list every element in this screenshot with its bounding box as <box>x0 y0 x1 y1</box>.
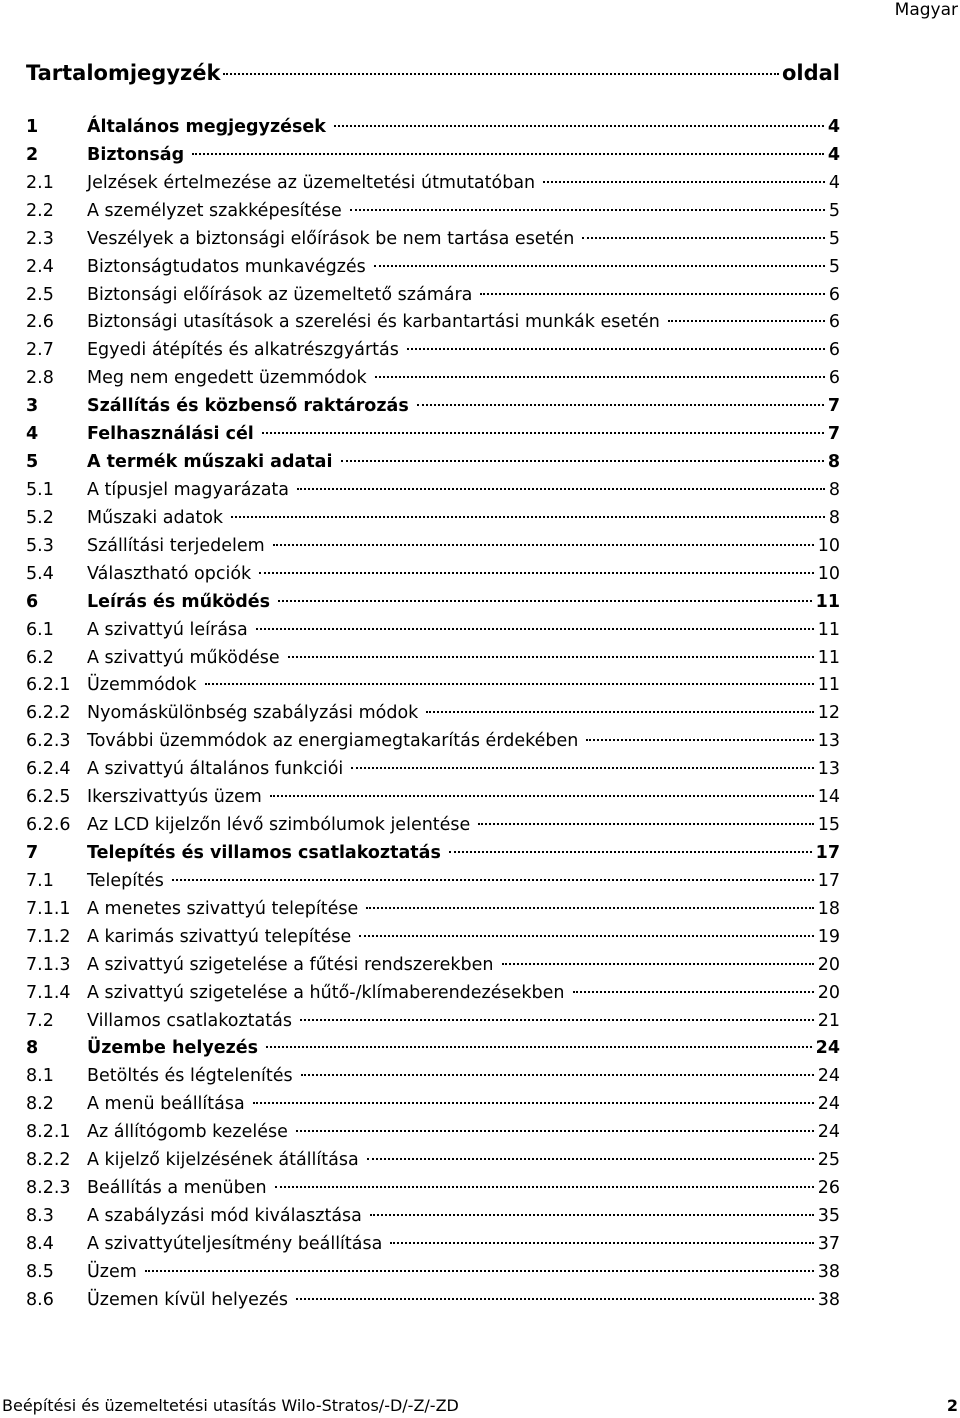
toc-entry-number: 8.2 <box>26 1094 54 1115</box>
dot-leader <box>351 767 813 769</box>
toc-entry-page: 38 <box>817 1261 840 1282</box>
toc-entry-page: 24 <box>817 1122 840 1143</box>
dot-leader <box>407 348 825 350</box>
toc-entry-title: A szabályzási mód kiválasztása <box>87 1205 362 1226</box>
toc-entry-title: Nyomáskülönbség szabályzási módok <box>87 703 419 724</box>
toc-entry-number: 6.2.2 <box>26 703 71 724</box>
dot-leader <box>582 237 825 239</box>
toc-entry-page: 38 <box>817 1289 840 1310</box>
toc-entry-number: 7.1.1 <box>26 898 71 919</box>
toc-entry-title: A kijelző kijelzésének átállítása <box>87 1150 359 1171</box>
toc-entry-number: 2.3 <box>26 228 54 249</box>
toc-entry-page: 6 <box>828 368 840 389</box>
dot-leader <box>297 488 825 490</box>
toc-entry-page: 19 <box>817 926 840 947</box>
toc-entry-number: 8.3 <box>26 1205 54 1226</box>
toc-entry-number: 2.4 <box>26 256 54 277</box>
toc-entry-title: A szivattyú leírása <box>87 619 248 640</box>
toc-entry-number: 7.1 <box>26 870 54 891</box>
toc-entry[interactable] <box>26 226 840 254</box>
toc-entry-title: Ikerszivattyús üzem <box>87 787 262 808</box>
toc-entry-number: 2.7 <box>26 340 54 361</box>
toc-entry-page: 5 <box>828 228 840 249</box>
toc-entry-title: Meg nem engedett üzemmódok <box>87 368 367 389</box>
toc-entry-page: 14 <box>817 787 840 808</box>
dot-leader <box>296 1130 814 1132</box>
dot-leader <box>367 1158 814 1160</box>
toc-entry[interactable] <box>26 896 840 924</box>
toc-entry-number: 6.2.4 <box>26 759 71 780</box>
toc-entry-title: Leírás és működés <box>87 591 271 612</box>
toc-entry[interactable] <box>26 337 840 365</box>
dot-leader <box>145 1270 814 1272</box>
toc-entry-number: 5.4 <box>26 563 54 584</box>
toc-entry-page: 11 <box>817 675 840 696</box>
dot-leader <box>586 739 813 741</box>
toc-entry-number: 8.1 <box>26 1066 54 1087</box>
toc-entry-page: 12 <box>817 703 840 724</box>
toc-entry-page: 13 <box>817 759 840 780</box>
toc-entry[interactable] <box>26 365 840 393</box>
dot-leader <box>192 153 824 155</box>
toc-entry-page: 11 <box>817 619 840 640</box>
toc-entry-page: 8 <box>828 507 840 528</box>
toc-entry-page: 17 <box>817 870 840 891</box>
toc-entry-page: 6 <box>828 312 840 333</box>
toc-entry-number: 5.1 <box>26 479 54 500</box>
toc-entry-number: 1 <box>26 117 39 137</box>
toc-entry-page: 10 <box>817 563 840 584</box>
toc-entry-title: Veszélyek a biztonsági előírások be nem tartása esetén <box>87 228 575 249</box>
toc-entry[interactable] <box>26 1147 840 1175</box>
toc-entry[interactable] <box>26 533 840 561</box>
toc-entry-page: 18 <box>817 898 840 919</box>
toc-entry-number: 5 <box>26 452 39 473</box>
toc-entry-page: 37 <box>817 1233 840 1254</box>
dot-leader <box>296 1298 814 1300</box>
toc-title: Tartalomjegyzék <box>26 61 221 85</box>
toc-entry[interactable] <box>26 170 840 198</box>
page-footer <box>2 1395 958 1417</box>
toc-entry-number: 2.8 <box>26 368 54 389</box>
toc-entry-title: Biztonsági utasítások a szerelési és karbantartási munkák esetén <box>87 312 660 333</box>
toc-entry-title: Üzemmódok <box>87 675 197 696</box>
toc-entry[interactable] <box>26 1119 840 1147</box>
toc-entry-number: 8 <box>26 1038 39 1059</box>
toc-entry-number: 2.1 <box>26 172 54 193</box>
toc-entry-page: 5 <box>828 200 840 221</box>
toc-entry-number: 6.2 <box>26 647 54 668</box>
toc-entry-page: 20 <box>817 982 840 1003</box>
toc-entry-number: 2.2 <box>26 200 54 221</box>
toc-entry-number: 6.1 <box>26 619 54 640</box>
toc-entry[interactable] <box>26 282 840 310</box>
toc-entry-title: Biztonság <box>87 144 185 165</box>
toc-entry-page: 11 <box>817 647 840 668</box>
toc-entry[interactable] <box>26 254 840 282</box>
dot-leader <box>256 628 814 630</box>
toc-entry-number: 7.2 <box>26 1010 54 1031</box>
toc-entry-number: 8.4 <box>26 1233 54 1254</box>
dot-leader <box>275 1186 814 1188</box>
toc-entry-page: 7 <box>827 396 840 417</box>
toc-entry-number: 6.2.1 <box>26 675 71 696</box>
toc-entry-title: Beállítás a menüben <box>87 1178 267 1199</box>
toc-entry-title: A menetes szivattyú telepítése <box>87 898 359 919</box>
toc-entry-page: 13 <box>817 731 840 752</box>
toc-entry-title: Telepítés <box>87 870 164 891</box>
dot-leader <box>668 320 825 322</box>
dot-leader <box>543 181 825 183</box>
toc-entry[interactable] <box>26 477 840 505</box>
dot-leader <box>350 209 825 211</box>
dot-leader <box>270 795 814 797</box>
toc-entry[interactable] <box>26 114 840 142</box>
toc-entry-title: Üzembe helyezés <box>87 1038 259 1059</box>
toc-entry-page: 7 <box>827 424 840 445</box>
dot-leader <box>288 656 814 658</box>
toc-entry-number: 2.6 <box>26 312 54 333</box>
toc-entry-page: 20 <box>817 954 840 975</box>
dot-leader <box>266 1046 812 1048</box>
toc-entry-page: 4 <box>827 144 840 165</box>
toc-entry-title: Betöltés és légtelenítés <box>87 1066 293 1087</box>
toc-entry-page: 24 <box>817 1066 840 1087</box>
toc-entry-page: 8 <box>828 479 840 500</box>
toc-entry[interactable] <box>26 1203 840 1231</box>
toc-entry-number: 5.3 <box>26 535 54 556</box>
toc-entry-page: 24 <box>815 1038 840 1059</box>
page-number: 2 <box>946 1396 958 1415</box>
toc-entry-title: Egyedi átépítés és alkatrészgyártás <box>87 340 399 361</box>
toc-entry[interactable] <box>26 728 840 756</box>
toc-entry-title: A szivattyú működése <box>87 647 280 668</box>
dot-leader <box>231 516 825 518</box>
dot-leader <box>273 544 814 546</box>
dot-leader <box>573 991 814 993</box>
toc-entry-title: Üzem <box>87 1261 137 1282</box>
toc-entry[interactable] <box>26 1287 840 1315</box>
dot-leader <box>341 460 824 462</box>
toc-entry-title: A személyzet szakképesítése <box>87 200 342 221</box>
dot-leader <box>478 823 813 825</box>
toc-entry-number: 2 <box>26 144 39 165</box>
toc-entry[interactable] <box>26 1259 840 1287</box>
toc-entry-number: 4 <box>26 424 39 445</box>
toc-entry-title: További üzemmódok az energiamegtakarítás érdekében <box>87 731 579 752</box>
toc-entry-page: 10 <box>817 535 840 556</box>
toc-entry-number: 8.2.1 <box>26 1122 71 1143</box>
toc-entry[interactable] <box>26 924 840 952</box>
toc-entry-title: Üzemen kívül helyezés <box>87 1289 289 1310</box>
toc-entry-page: 21 <box>817 1010 840 1031</box>
dot-leader <box>253 1102 814 1104</box>
toc-entry-title: Biztonságtudatos munkavégzés <box>87 256 366 277</box>
dot-leader <box>502 963 814 965</box>
toc-entry-title: Az állítógomb kezelése <box>87 1122 288 1143</box>
toc-entry-title: A szivattyú általános funkciói <box>87 759 344 780</box>
toc-entry-title: Villamos csatlakoztatás <box>87 1010 292 1031</box>
toc-entry[interactable] <box>26 700 840 728</box>
toc-entry-title: Műszaki adatok <box>87 507 224 528</box>
dot-leader <box>278 600 812 602</box>
toc-entry-title: A szivattyú szigetelése a fűtési rendszerekben <box>87 954 494 975</box>
toc-entry[interactable] <box>26 1231 840 1259</box>
toc-entry-title: A karimás szivattyú telepítése <box>87 926 352 947</box>
toc-entry-title: A szivattyú szigetelése a hűtő-/klímaberendezésekben <box>87 982 565 1003</box>
toc-entry-page: 25 <box>817 1150 840 1171</box>
toc-entry-page: 15 <box>817 815 840 836</box>
toc-entry[interactable] <box>26 142 840 170</box>
toc-entry-number: 3 <box>26 396 39 417</box>
toc-entry-number: 5.2 <box>26 507 54 528</box>
toc-entry-page: 8 <box>827 452 840 473</box>
toc-entry-title: Telepítés és villamos csatlakoztatás <box>87 842 441 863</box>
toc-entry[interactable] <box>26 589 840 617</box>
toc-entry[interactable] <box>26 617 840 645</box>
toc-entry[interactable] <box>26 198 840 226</box>
toc-entry[interactable] <box>26 1008 840 1036</box>
toc-entry-number: 8.2.2 <box>26 1150 71 1171</box>
toc-entry[interactable] <box>26 1035 840 1063</box>
toc-entry-title: Biztonsági előírások az üzemeltető számára <box>87 284 473 305</box>
toc-entry-number: 7.1.2 <box>26 926 71 947</box>
toc-entry-page: 6 <box>828 340 840 361</box>
toc-entry[interactable] <box>26 309 840 337</box>
dot-leader <box>205 683 814 685</box>
toc-entry-title: Jelzések értelmezése az üzemeltetési útmutatóban <box>87 172 536 193</box>
dot-leader <box>262 432 824 434</box>
toc-entry-number: 6 <box>26 591 39 612</box>
toc-entry-number: 2.5 <box>26 284 54 305</box>
dot-leader <box>375 376 825 378</box>
toc-entry[interactable] <box>26 1063 840 1091</box>
toc-entry[interactable] <box>26 868 840 896</box>
toc-entry[interactable] <box>26 1175 840 1203</box>
toc-entry[interactable] <box>26 840 840 868</box>
toc-entry-page: 6 <box>828 284 840 305</box>
dot-leader <box>480 293 824 295</box>
dot-leader <box>334 125 824 127</box>
toc-entry-page: 4 <box>828 172 840 193</box>
toc-entry[interactable] <box>26 1091 840 1119</box>
toc-entry-page: 11 <box>815 591 840 612</box>
toc-entry[interactable] <box>26 393 840 421</box>
toc-entry-title: Az LCD kijelzőn lévő szimbólumok jelentése <box>87 815 471 836</box>
toc-entry-title: A menü beállítása <box>87 1094 245 1115</box>
toc-entry[interactable] <box>26 645 840 673</box>
dot-leader <box>370 1214 814 1216</box>
footer-text: Beépítési és üzemeltetési utasítás Wilo-Stratos/-D/-Z/-ZD <box>2 1396 459 1415</box>
dot-leader <box>359 935 813 937</box>
toc-entry-title: A szivattyúteljesítmény beállítása <box>87 1233 383 1254</box>
toc-entry-number: 7.1.3 <box>26 954 71 975</box>
dot-leader <box>390 1242 813 1244</box>
toc-entry-title: Felhasználási cél <box>87 424 254 445</box>
dot-leader <box>172 879 814 881</box>
toc-entry-number: 8.6 <box>26 1289 54 1310</box>
language-label: Magyar <box>894 0 958 20</box>
toc-entry-number: 8.2.3 <box>26 1178 71 1199</box>
toc-heading <box>26 61 840 91</box>
dot-leader <box>374 265 825 267</box>
table-of-contents <box>26 114 840 1315</box>
toc-entry-page: 17 <box>815 842 840 863</box>
toc-entry-title: A termék műszaki adatai <box>87 452 333 473</box>
toc-entry-page: 24 <box>817 1094 840 1115</box>
dot-leader <box>300 1019 814 1021</box>
toc-entry-number: 7.1.4 <box>26 982 71 1003</box>
toc-entry[interactable] <box>26 784 840 812</box>
toc-entry-title: A típusjel magyarázata <box>87 479 290 500</box>
dot-leader <box>301 1074 814 1076</box>
toc-entry[interactable] <box>26 561 840 589</box>
toc-entry-title: Általános megjegyzések <box>87 117 326 137</box>
toc-entry-title: Szállítás és közbenső raktározás <box>87 396 409 417</box>
toc-entry[interactable] <box>26 756 840 784</box>
toc-entry[interactable] <box>26 505 840 533</box>
toc-entry-number: 6.2.6 <box>26 815 71 836</box>
toc-entry-title: Szállítási terjedelem <box>87 535 265 556</box>
toc-entry[interactable] <box>26 812 840 840</box>
toc-entry[interactable] <box>26 449 840 477</box>
toc-entry[interactable] <box>26 952 840 980</box>
toc-entry-page: 4 <box>827 117 840 137</box>
dot-leader <box>366 907 813 909</box>
toc-entry-title: Választható opciók <box>87 563 252 584</box>
toc-entry-number: 8.5 <box>26 1261 54 1282</box>
toc-entry-number: 6.2.5 <box>26 787 71 808</box>
dot-leader <box>259 572 814 574</box>
toc-entry-page: 35 <box>817 1205 840 1226</box>
toc-entry-number: 7 <box>26 842 39 863</box>
toc-entry[interactable] <box>26 980 840 1008</box>
dot-leader <box>417 404 824 406</box>
dot-leader <box>426 711 813 713</box>
dot-leader <box>449 851 812 853</box>
toc-entry-page: 5 <box>828 256 840 277</box>
toc-entry[interactable] <box>26 421 840 449</box>
toc-entry[interactable] <box>26 672 840 700</box>
toc-page-column-label: oldal <box>781 61 840 85</box>
toc-entry-page: 26 <box>817 1178 840 1199</box>
toc-entry-number: 6.2.3 <box>26 731 71 752</box>
dot-leader <box>223 73 779 75</box>
